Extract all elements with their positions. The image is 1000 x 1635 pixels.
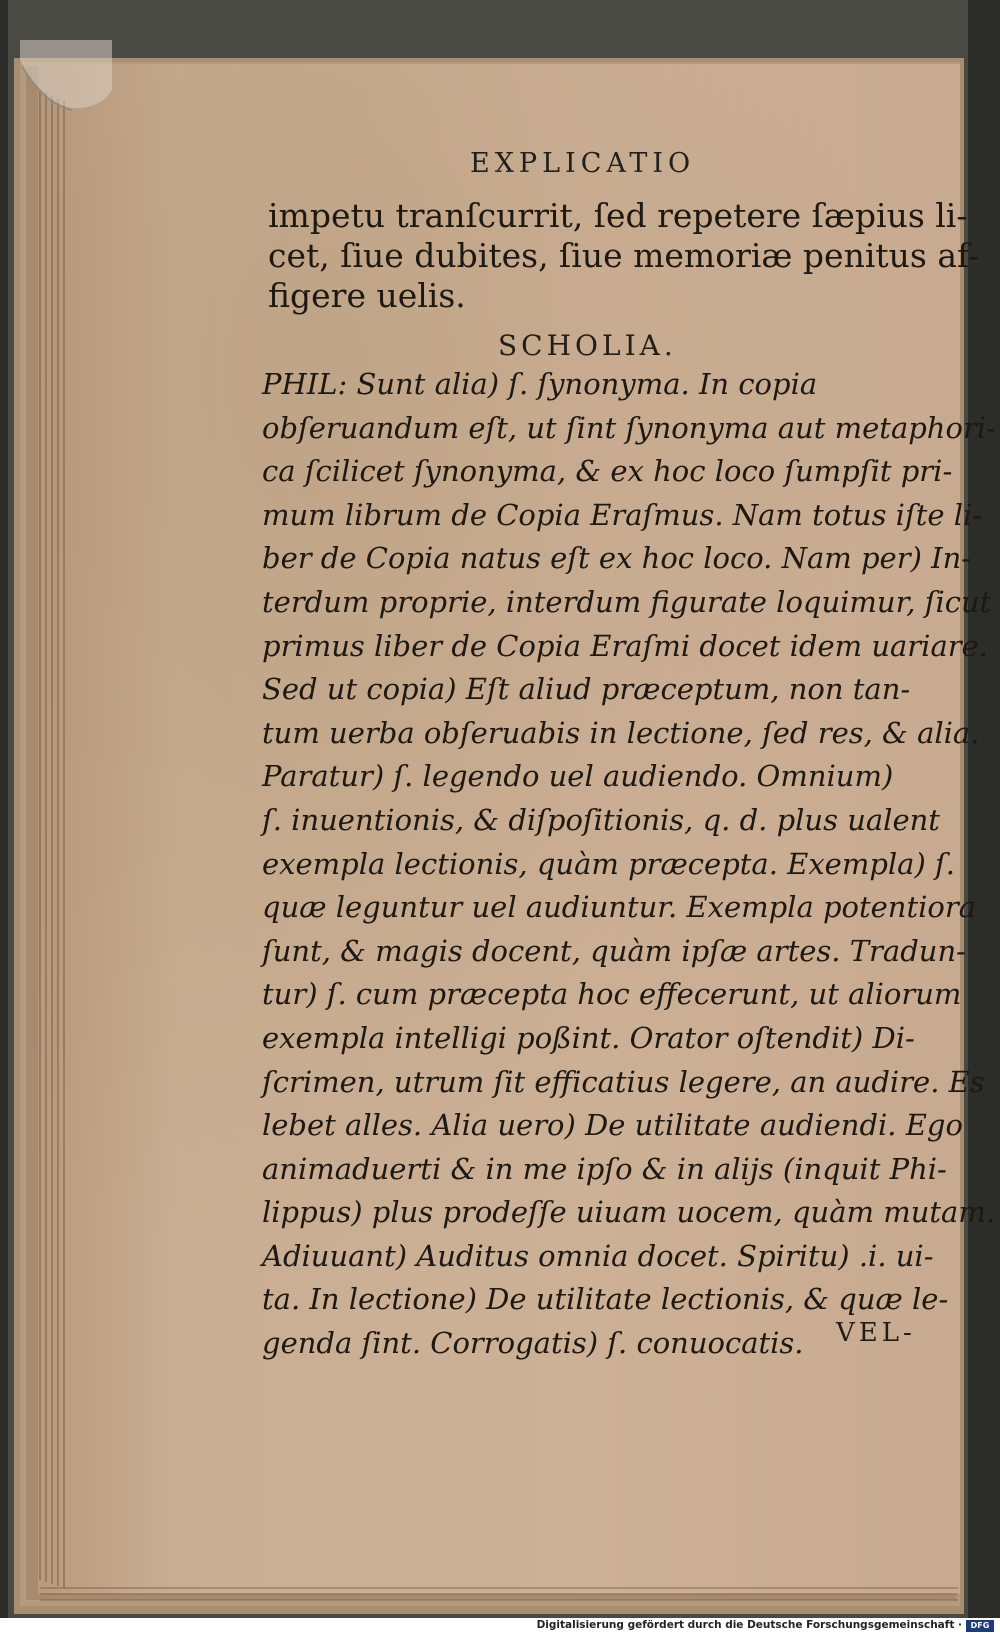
scholia-line: ſcrimen, utrum ſit efficatius legere, an audire. Es (262, 1064, 985, 1099)
scholia-line: tum uerba obſeruabis in lectione, ſed res, & alia. (262, 715, 980, 750)
scholia-line: obſeruandum eſt, ut ſint ſynonyma aut metaphori- (262, 410, 996, 445)
scholia-line: exempla lectionis, quàm præcepta. Exempla) ſ. (262, 846, 955, 881)
scholia-line: tur) ſ. cum præcepta hoc effecerunt, ut aliorum (262, 977, 962, 1012)
scholia-line: Paratur) ſ. legendo uel audiendo. Omnium) (262, 759, 894, 794)
scholia-line: animaduerti & in me ipſo & in alijs (inquit Phi- (262, 1151, 947, 1186)
body-line: figere uelis. (268, 276, 466, 315)
scholia-line: Adiuuant) Auditus omnia docet. Spiritu) .i. ui- (262, 1238, 934, 1273)
scholia-text (262, 363, 996, 1366)
digitization-footer (0, 1618, 1000, 1635)
scholia-line: genda ſint. Corrogatis) ſ. conuocatis. (262, 1326, 804, 1361)
body-text (268, 196, 980, 316)
scholia-line: ſ. inuentionis, & diſpoſitionis, q. d. plus ualent (262, 802, 940, 837)
scholia-line: mum librum de Copia Eraſmus. Nam totus iſte li- (262, 497, 983, 532)
scholia-line: ta. In lectione) De utilitate lectionis, & quæ le- (262, 1282, 949, 1317)
catchword: VEL- (836, 1318, 916, 1348)
scholia-line: ber de Copia natus eſt ex hoc loco. Nam per) In- (262, 541, 972, 576)
scholia-line: Sed ut copia) Eſt aliud præceptum, non tan- (262, 672, 911, 707)
scholia-line: primus liber de Copia Eraſmi docet idem uariare. (262, 628, 988, 663)
scholia-line: lippus) plus prodeſſe uiuam uocem, quàm mutam. (262, 1195, 996, 1230)
dfg-logo: DFG (966, 1620, 994, 1632)
footer-credit: Digitalisierung gefördert durch die Deutsche Forschungsgemeinschaft · (536, 1619, 962, 1631)
running-head: EXPLICATIO (470, 148, 696, 179)
scholia-line: ca ſcilicet ſynonyma, & ex hoc loco ſumpſit pri- (262, 454, 953, 489)
body-line: cet, ſiue dubites, ſiue memoriæ penitus af- (268, 236, 980, 275)
scholia-line: PHIL: Sunt alia) ſ. ſynonyma. In copia (262, 367, 818, 401)
scholia-line: quæ leguntur uel audiuntur. Exempla potentiora (262, 890, 977, 925)
scholia-line: exempla intelligi poßint. Orator oſtendit) Di- (262, 1020, 915, 1055)
body-line: impetu tranſcurrit, ſed repetere ſæpius li- (268, 196, 968, 235)
scholia-line: lebet alles. Alia uero) De utilitate audiendi. Ego (262, 1108, 963, 1143)
section-heading: SCHOLIA. (498, 329, 677, 362)
scholia-line: terdum proprie, interdum figurate loquimur, ſicut (262, 584, 992, 619)
scholia-line: ſunt, & magis docent, quàm ipſæ artes. Tradun- (262, 933, 966, 968)
